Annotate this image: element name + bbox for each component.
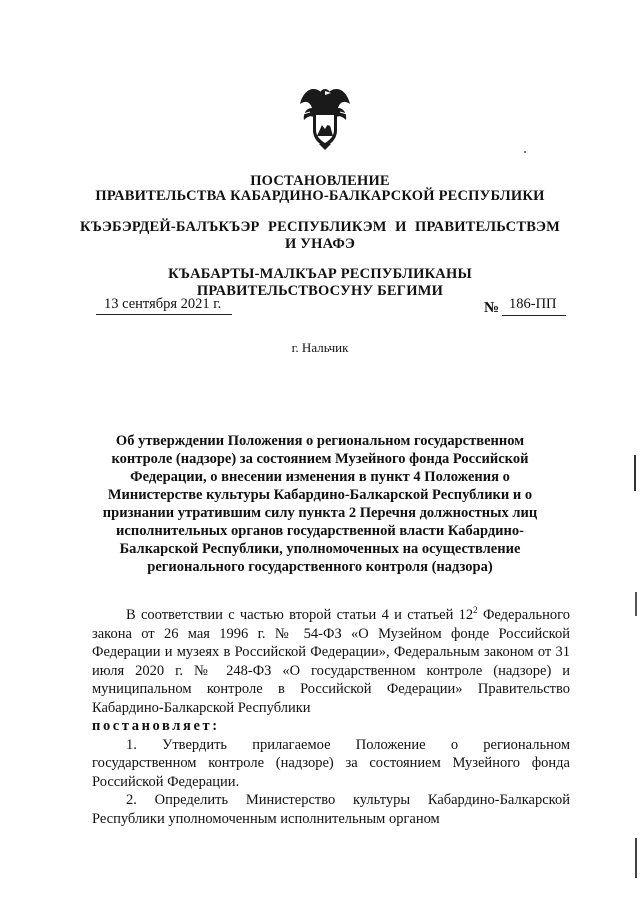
item-1: 1. Утвердить прилагаемое Положение о региональном государственном контроле (надзоре) за состоянием Музейного фонда Российской Федерации. — [92, 736, 570, 790]
document-type-heading: ПОСТАНОВЛЕНИЕ — [250, 173, 390, 189]
date-underline — [96, 314, 232, 315]
intro-superscript: 2 — [473, 605, 478, 615]
document-body — [92, 606, 570, 828]
government-name-balkar: КЪАБАРТЫ-МАЛКЪАР РЕСПУБЛИКАНЫ ПРАВИТЕЛЬСТВОСУНУ БЕГИМИ — [168, 266, 472, 299]
scan-speck — [524, 151, 526, 153]
document-number: 186-ПП — [509, 296, 557, 312]
city: г. Нальчик — [291, 340, 349, 355]
scan-edge-mark — [635, 592, 637, 616]
document-title: Об утверждении Положения о региональном государственном контроле (надзоре) за состоянием Музейного фонда Российской Федерации, о внесении изменения в пункт 4 Положения о Министерстве культуры Кабардино-Балкарской Республики и о признании утратившим силу пункта 2 Перечня должностных лиц исполнительных органов государственной власти Кабардино-Балкарской Республики, уполномоченных на осуществление регионального государственного контроля (надзора) — [102, 433, 538, 575]
number-sign: № — [484, 300, 500, 316]
government-name-kabardian: КЪЭБЭРДЕЙ-БАЛЪКЪЭР РЕСПУБЛИКЭМ И ПРАВИТЕЛЬСТВЭМ И УНАФЭ — [80, 219, 560, 252]
item-2: 2. Определить Министерство культуры Кабардино-Балкарской Республики уполномоченным исполнительным органом — [92, 792, 570, 827]
document-date: 13 сентября 2021 г. — [104, 296, 222, 312]
decree-word: постановляет: — [92, 718, 220, 734]
intro-part-1: В соответствии с частью второй статьи 4 и статьей 12 — [126, 607, 474, 623]
intro-paragraph — [92, 606, 570, 717]
intro-part-2: Федерального закона от 26 мая 1996 г. № 54-ФЗ «О Музейном фонде Российской Федерации и музеях в Российской Федерации», Федеральным законом от 31 июля 2020 г. № 248-ФЗ «О государственном контроле (надзоре) и муниципальном контроле в Российской Федерации» Правительство Кабардино-Балкарской Республики — [92, 607, 570, 716]
coat-of-arms-icon — [298, 78, 352, 150]
number-underline — [502, 315, 566, 316]
scan-edge-mark — [634, 455, 636, 491]
government-name-ru: ПРАВИТЕЛЬСТВА КАБАРДИНО-БАЛКАРСКОЙ РЕСПУБЛИКИ — [95, 188, 545, 204]
scan-edge-mark — [635, 838, 637, 878]
